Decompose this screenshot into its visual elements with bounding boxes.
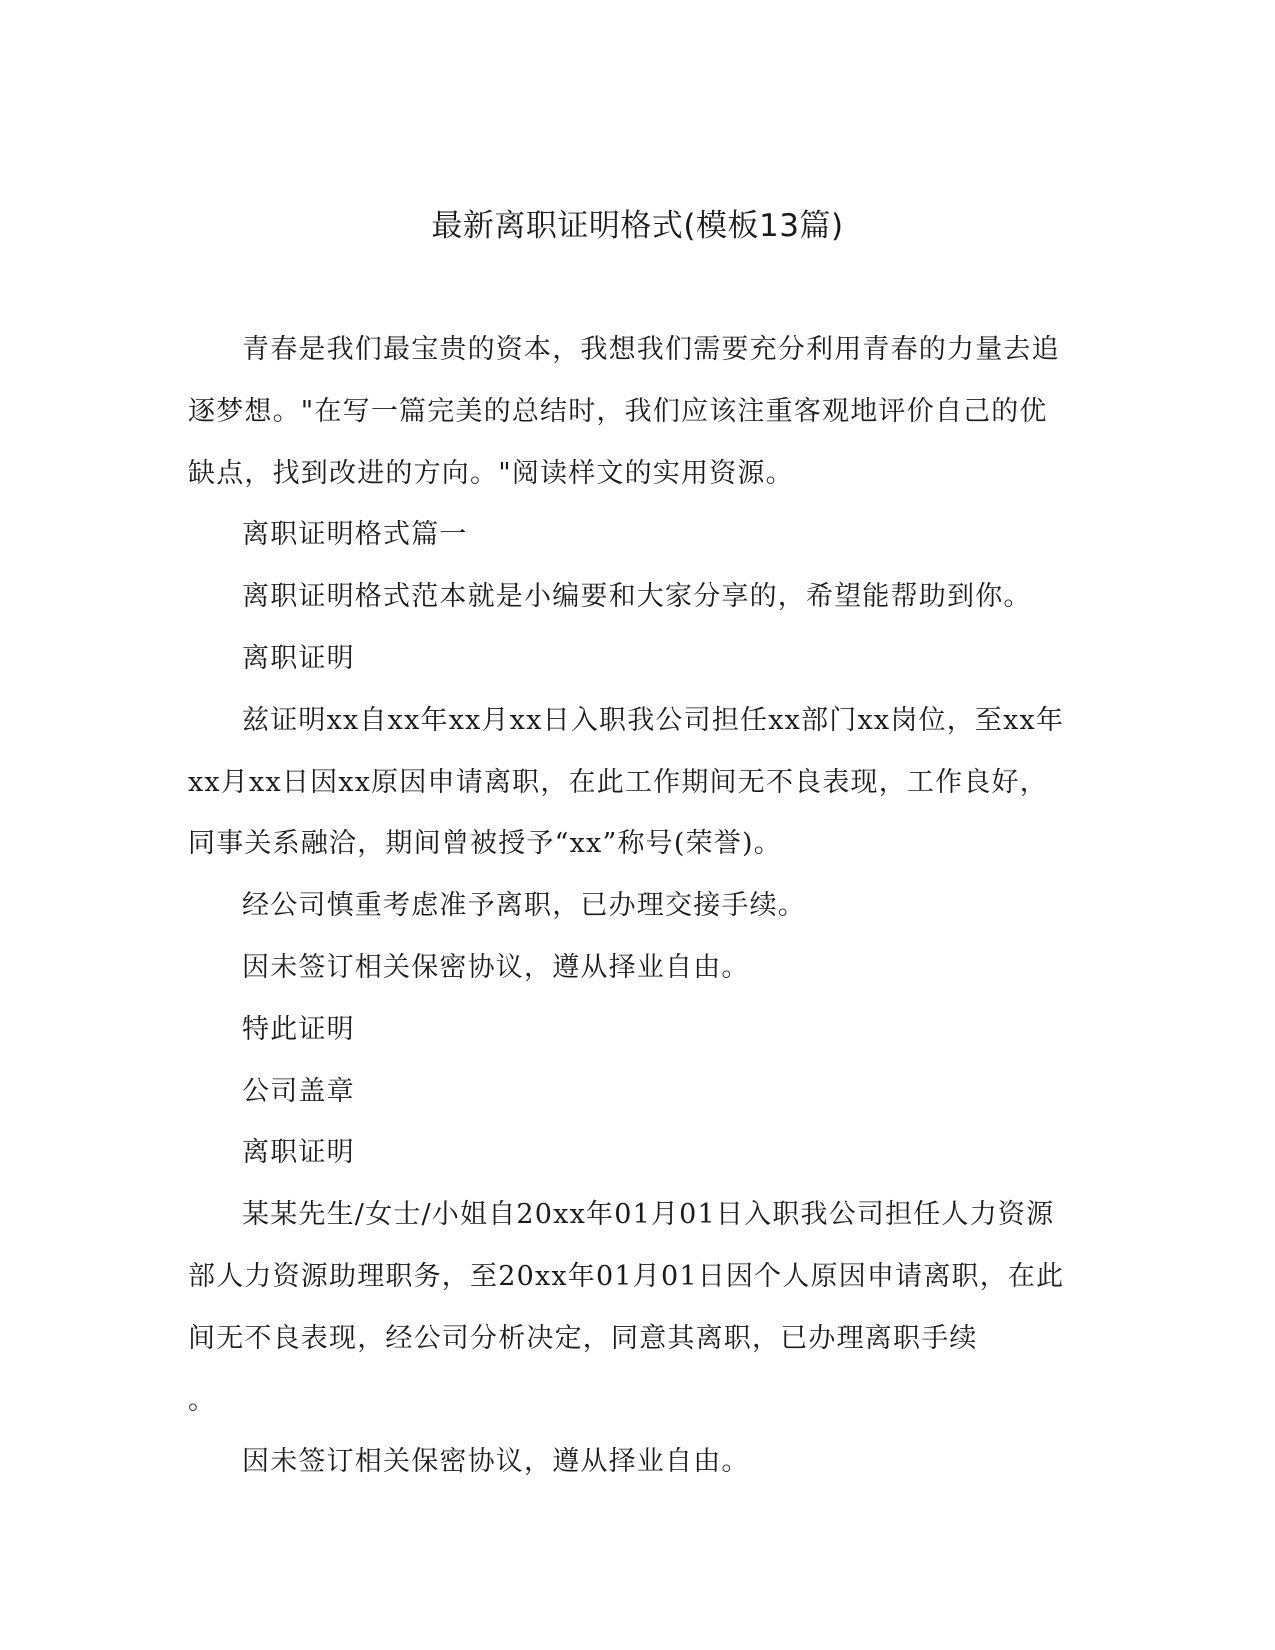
document-body — [188, 319, 1072, 1493]
body-paragraph: 经公司慎重考虑准予离职，已办理交接手续。 — [242, 890, 806, 922]
body-paragraph: 离职证明格式范本就是小编要和大家分享的，希望能帮助到你。 — [242, 581, 1032, 613]
body-paragraph: 某某先生/女士/小姐自20xx年01月01日入职我公司担任人力资源部人力资源助理职务，至20xx年01月01日因个人原因申请离职，在此间无不良表现，经公司分析决定，同意其离职，已办理离职手续 — [188, 1199, 1065, 1354]
document-title: 最新离职证明格式(模板13篇) — [431, 208, 844, 244]
body-paragraph: 因未签订相关保密协议，遵从择业自由。 — [242, 951, 750, 983]
intro-paragraph: 青春是我们最宝贵的资本，我想我们需要充分利用青春的力量去追逐梦想。"在写一篇完美的总结时，我们应该注重客观地评价自己的优缺点，找到改进的方向。"阅读样文的实用资源。 — [188, 334, 1060, 489]
stray-period-line: 。 — [188, 1384, 217, 1416]
company-seal-line: 公司盖章 — [242, 1075, 355, 1107]
section-heading: 离职证明格式篇一 — [242, 519, 468, 551]
certificate-heading: 离职证明 — [242, 642, 355, 674]
body-paragraph: 兹证明xx自xx年xx月xx日入职我公司担任xx部门xx岗位，至xx年xx月xx日因xx原因申请离职，在此工作期间无不良表现，工作良好，同事关系融洽，期间曾被授予“xx”称号(荣誉)。 — [188, 704, 1065, 860]
body-paragraph: 因未签订相关保密协议，遵从择业自由。 — [242, 1446, 750, 1478]
closing-line: 特此证明 — [242, 1013, 355, 1045]
certificate-heading: 离职证明 — [242, 1137, 355, 1169]
